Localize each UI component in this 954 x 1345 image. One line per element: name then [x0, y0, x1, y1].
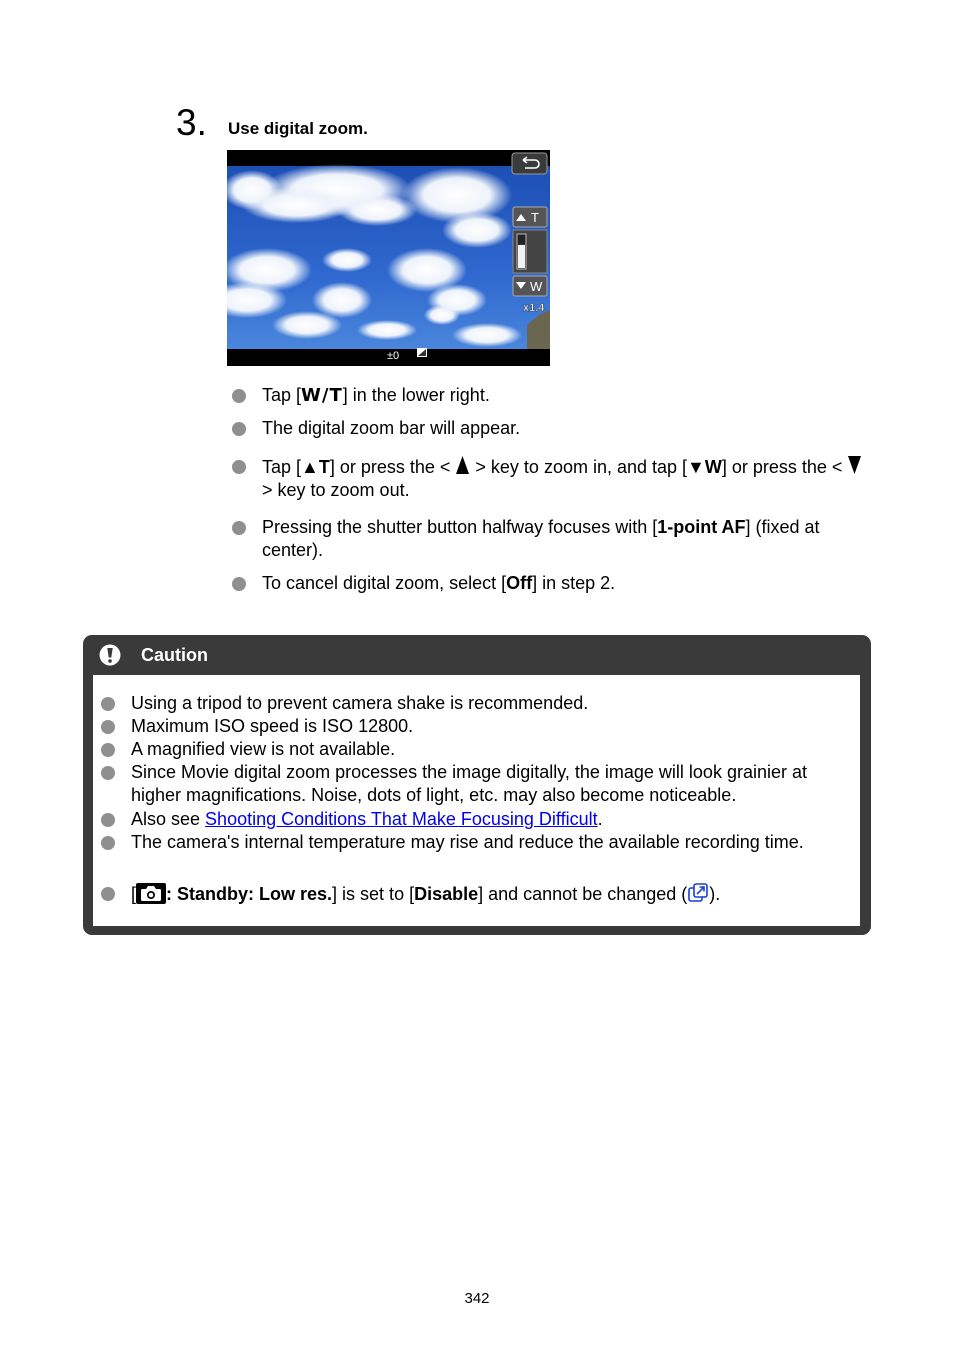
page-number: 342	[464, 1290, 490, 1307]
up-key-icon	[455, 455, 470, 475]
bullet-icon	[101, 836, 115, 850]
camera-icon	[136, 883, 166, 904]
bullet-icon	[101, 743, 115, 757]
wt-glyph: W/T	[301, 385, 343, 406]
bullet-icon	[232, 577, 246, 591]
bullet-icon	[101, 887, 115, 901]
svg-text:W: W	[530, 279, 543, 294]
zoom-bar[interactable]	[513, 230, 547, 273]
bullet-icon	[101, 720, 115, 734]
exposure-value: ±0	[387, 350, 400, 362]
caution-icon	[99, 644, 121, 666]
zoom-out-button[interactable]	[513, 276, 547, 296]
bullet-icon	[232, 389, 246, 403]
svg-text:T: T	[531, 210, 539, 225]
caution-body: Using a tripod to prevent camera shake is recommended. Maximum ISO speed is ISO 12800. A magnified view is not available. Since Movie digital zoom processes the image digitally, the image will look grainier at higher magnifications. Noise, dots of light, etc. may also become noticeable. Also see Shooting Conditions That Make Focusing Difficult. The camera's internal temperature may rise and reduce the available recording time. [ : Standby: Low res.] is set to [Disable] and cannot be changed ( ).	[93, 675, 860, 926]
caution-header	[83, 635, 871, 675]
caution-box	[83, 635, 871, 935]
zoom-level: x1.4	[523, 302, 545, 314]
bullet-icon	[101, 813, 115, 827]
exposure-compensation-icon	[417, 348, 427, 357]
reference-link-icon[interactable]	[687, 882, 709, 904]
focusing-difficult-link[interactable]: Shooting Conditions That Make Focusing Difficult	[205, 809, 598, 829]
caution-title: Caution	[141, 645, 208, 665]
camera-screen-image	[227, 150, 550, 366]
bullet-icon	[101, 697, 115, 711]
bullet-icon	[232, 521, 246, 535]
back-button-icon[interactable]	[512, 153, 547, 174]
step-number: 3.	[176, 102, 207, 143]
bullet-icon	[232, 460, 246, 474]
down-key-icon	[847, 455, 862, 475]
zoom-in-button[interactable]	[513, 207, 547, 227]
step-title: Use digital zoom.	[228, 119, 368, 138]
bullet-icon	[101, 766, 115, 780]
bullet-icon	[232, 422, 246, 436]
